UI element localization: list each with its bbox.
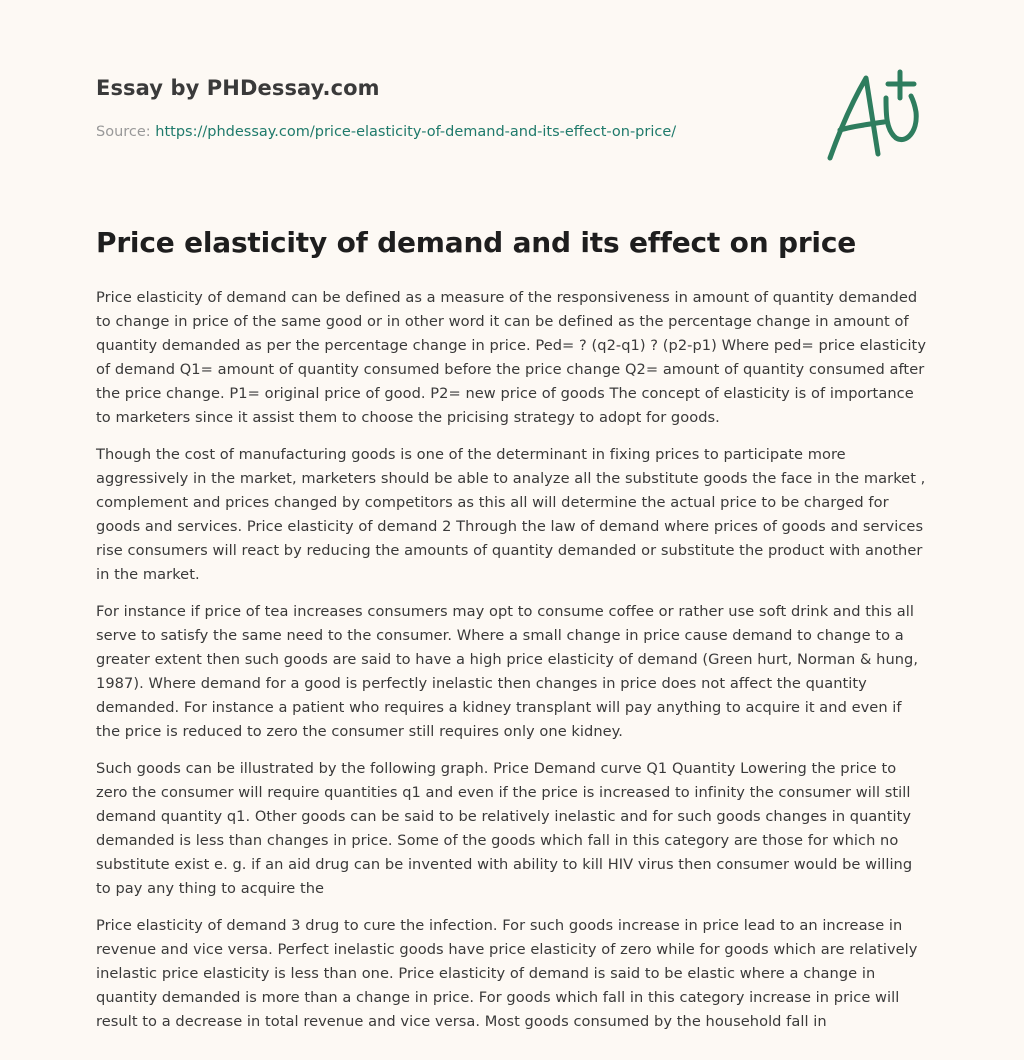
essay-header — [96, 0, 928, 200]
essay-paragraph: Though the cost of manufacturing goods is one of the determinant in fixing prices to participate more aggressively in the market, marketers should be able to analyze all the substitute goods the face in the market , complement and prices changed by competitors as this all will determine the actual price to be charged for goods and services. Price elasticity of demand 2 Through the law of demand where prices of goods and services rise consumers will react by reducing the amounts of quantity demanded or substitute the product with another in the market. — [96, 446, 926, 583]
source-label: Source: — [96, 124, 156, 140]
source-line — [96, 124, 676, 140]
essay-paragraph: Price elasticity of demand 3 drug to cure the infection. For such goods increase in price lead to an increase in revenue and vice versa. Perfect inelastic goods have price elasticity of zero while for goods which are relatively inelastic price elasticity is less than one. Price elasticity of demand is said to be elastic where a change in quantity demanded is more than a change in price. For goods which fall in this category increase in price will result to a decrease in total revenue and vice versa. Most goods consumed by the household fall in — [96, 917, 918, 1030]
essay-paragraph: Such goods can be illustrated by the following graph. Price Demand curve Q1 Quantity Lowering the price to zero the consumer will require quantities q1 and even if the price is increased to infinity the consumer will still demand quantity q1. Other goods can be said to be relatively inelastic and for such goods changes in quantity demanded is less than changes in price. Some of the goods which fall in this category are those for which no substitute exist e. g. if an aid drug can be invented with ability to kill HIV virus then consumer would be willing to pay any thing to acquire the — [96, 760, 913, 897]
source-link[interactable]: https://phdessay.com/price-elasticity-of-demand-and-its-effect-on-price/ — [155, 124, 677, 140]
essay-page — [96, 0, 928, 1030]
essay-body — [96, 286, 928, 1047]
a-plus-logo-icon — [826, 68, 926, 164]
site-brand: Essay by PHDessay.com — [96, 76, 380, 100]
essay-title: Price elasticity of demand and its effect on price — [96, 226, 857, 259]
essay-paragraph: Price elasticity of demand can be defined as a measure of the responsiveness in amount of quantity demanded to change in price of the same good or in other word it can be defined as the percentage change in amount of quantity demanded as per the percentage change in price. Ped= ? (q2-q1) ? (p2-p1) Where ped= price elasticity of demand Q1= amount of quantity consumed before the price change Q2= amount of quantity consumed after the price change. P1= original price of good. P2= new price of goods The concept of elasticity is of importance to marketers since it assist them to choose the pricising strategy to adopt for goods. — [96, 289, 927, 426]
essay-paragraph: For instance if price of tea increases consumers may opt to consume coffee or rather use soft drink and this all serve to satisfy the same need to the consumer. Where a small change in price cause demand to change to a greater extent then such goods are said to have a high price elasticity of demand (Green hurt, Norman & hung, 1987). Where demand for a good is perfectly inelastic then changes in price does not affect the quantity demanded. For instance a patient who requires a kidney transplant will pay anything to acquire it and even if the price is reduced to zero the consumer still requires only one kidney. — [96, 603, 919, 740]
